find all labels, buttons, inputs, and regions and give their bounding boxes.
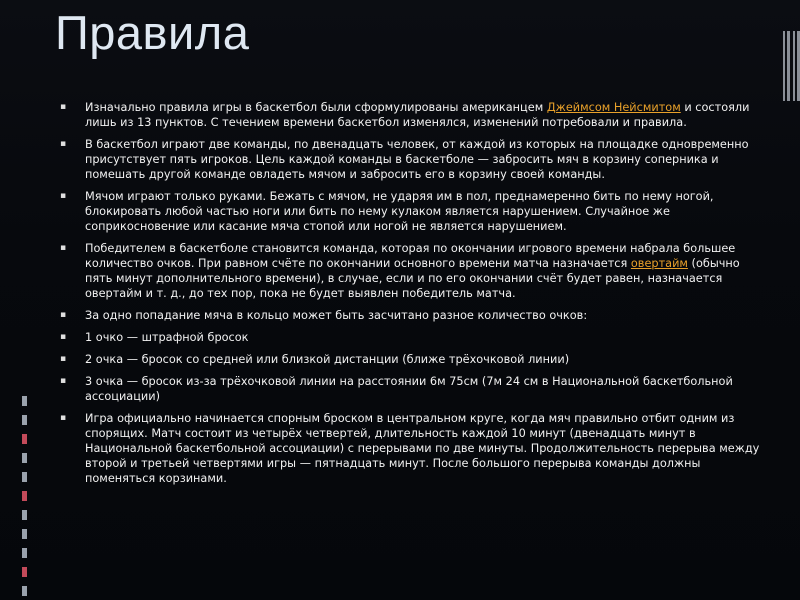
list-item (60, 411, 760, 486)
item-text: За одно попадание мяча в кольцо может быть засчитано разное количество очков: (85, 309, 588, 322)
bullet-icon: ▪ (60, 139, 67, 149)
bullet-icon: ▪ (60, 413, 67, 423)
decorative-bar (787, 31, 790, 101)
bullet-icon: ▪ (60, 332, 67, 342)
decorative-bar (22, 453, 27, 463)
item-text: 1 очко — штрафной бросок (85, 331, 249, 344)
slide-title: Правила (55, 6, 250, 59)
decorative-bar (22, 586, 27, 596)
link-overtime[interactable]: овертайм (630, 257, 688, 270)
list-item (60, 352, 760, 367)
list-item (60, 241, 760, 301)
decorative-bar (22, 415, 27, 425)
decorative-bars-left (22, 396, 27, 596)
decorative-bar (793, 31, 795, 101)
rules-list (60, 100, 760, 493)
list-item (60, 330, 760, 345)
item-text: 2 очка — бросок со средней или близкой дистанции (ближе трёхочковой линии) (85, 353, 570, 366)
decorative-bar (22, 510, 27, 520)
item-text: 3 очка — бросок из-за трёхочковой линии на расстоянии 6м 75см (7м 24 см в Национальной баскетбольной ассоциации) (85, 375, 733, 403)
list-item (60, 189, 760, 234)
list-item (60, 374, 760, 404)
item-text: Победителем в баскетболе становится команда, которая по окончании игрового времени набрала большее количество очков. При равном счёте по окончании основного времени матча назначается (85, 242, 736, 270)
item-text: Игра официально начинается спорным броском в центральном круге, когда мяч правильно отбит одним из спорящих. Матч состоит из четырёх четвертей, длительность каждой 10 минут (двенадцать минут в Национальной баскетбольной ассоциации) с перерывами по две минуты. Продолжительность перерыва между второй и третьей четвертями игры — пятнадцать минут. После большого перерыва команды должны поменяться корзинами. (85, 412, 760, 485)
item-text: В баскетбол играют две команды, по двенадцать человек, от каждой из которых на площадке одновременно присутствует пять игроков. Цель каждой команды в баскетболе — забросить мяч в корзину соперника и помешать другой команде овладеть мячом и забросить его в корзину своей команды. (85, 138, 749, 181)
bullet-icon: ▪ (60, 354, 67, 364)
list-item (60, 100, 760, 130)
decorative-bar (22, 529, 27, 539)
decorative-bar (22, 491, 27, 501)
decorative-bar (22, 548, 27, 558)
decorative-bar (22, 434, 27, 444)
bullet-icon: ▪ (60, 243, 67, 253)
decorative-bar (22, 472, 27, 482)
decorative-bar (22, 396, 27, 406)
bullet-icon: ▪ (60, 310, 67, 320)
decorative-bars-top-right (783, 31, 800, 101)
list-item (60, 137, 760, 182)
item-text: (обычно пять минут дополнительного времени), в случае, если и по его окончании счёт будет равен, назначается овертайм и т. д., до тех пор, пока не будет выявлен победитель матча. (85, 257, 740, 300)
list-item (60, 308, 760, 323)
item-text: и состояли лишь из 13 пунктов. С течением времени баскетбол изменялся, изменений потребовали и правила. (85, 101, 750, 129)
bullet-icon: ▪ (60, 376, 67, 386)
bullet-icon: ▪ (60, 102, 67, 112)
link-james-naismith[interactable]: Джеймсом Нейсмитом (546, 101, 681, 114)
decorative-bar (22, 567, 27, 577)
item-text: Мячом играют только руками. Бежать с мячом, не ударяя им в пол, преднамеренно бить по нему ногой, блокировать любой частью ноги или бить по нему кулаком является нарушением. Случайное же соприкосновение или касание мяча стопой или ногой не является нарушением. (85, 190, 714, 233)
item-text: Изначально правила игры в баскетбол были сформулированы американцем (85, 101, 547, 114)
bullet-icon: ▪ (60, 191, 67, 201)
decorative-bar (783, 31, 785, 101)
